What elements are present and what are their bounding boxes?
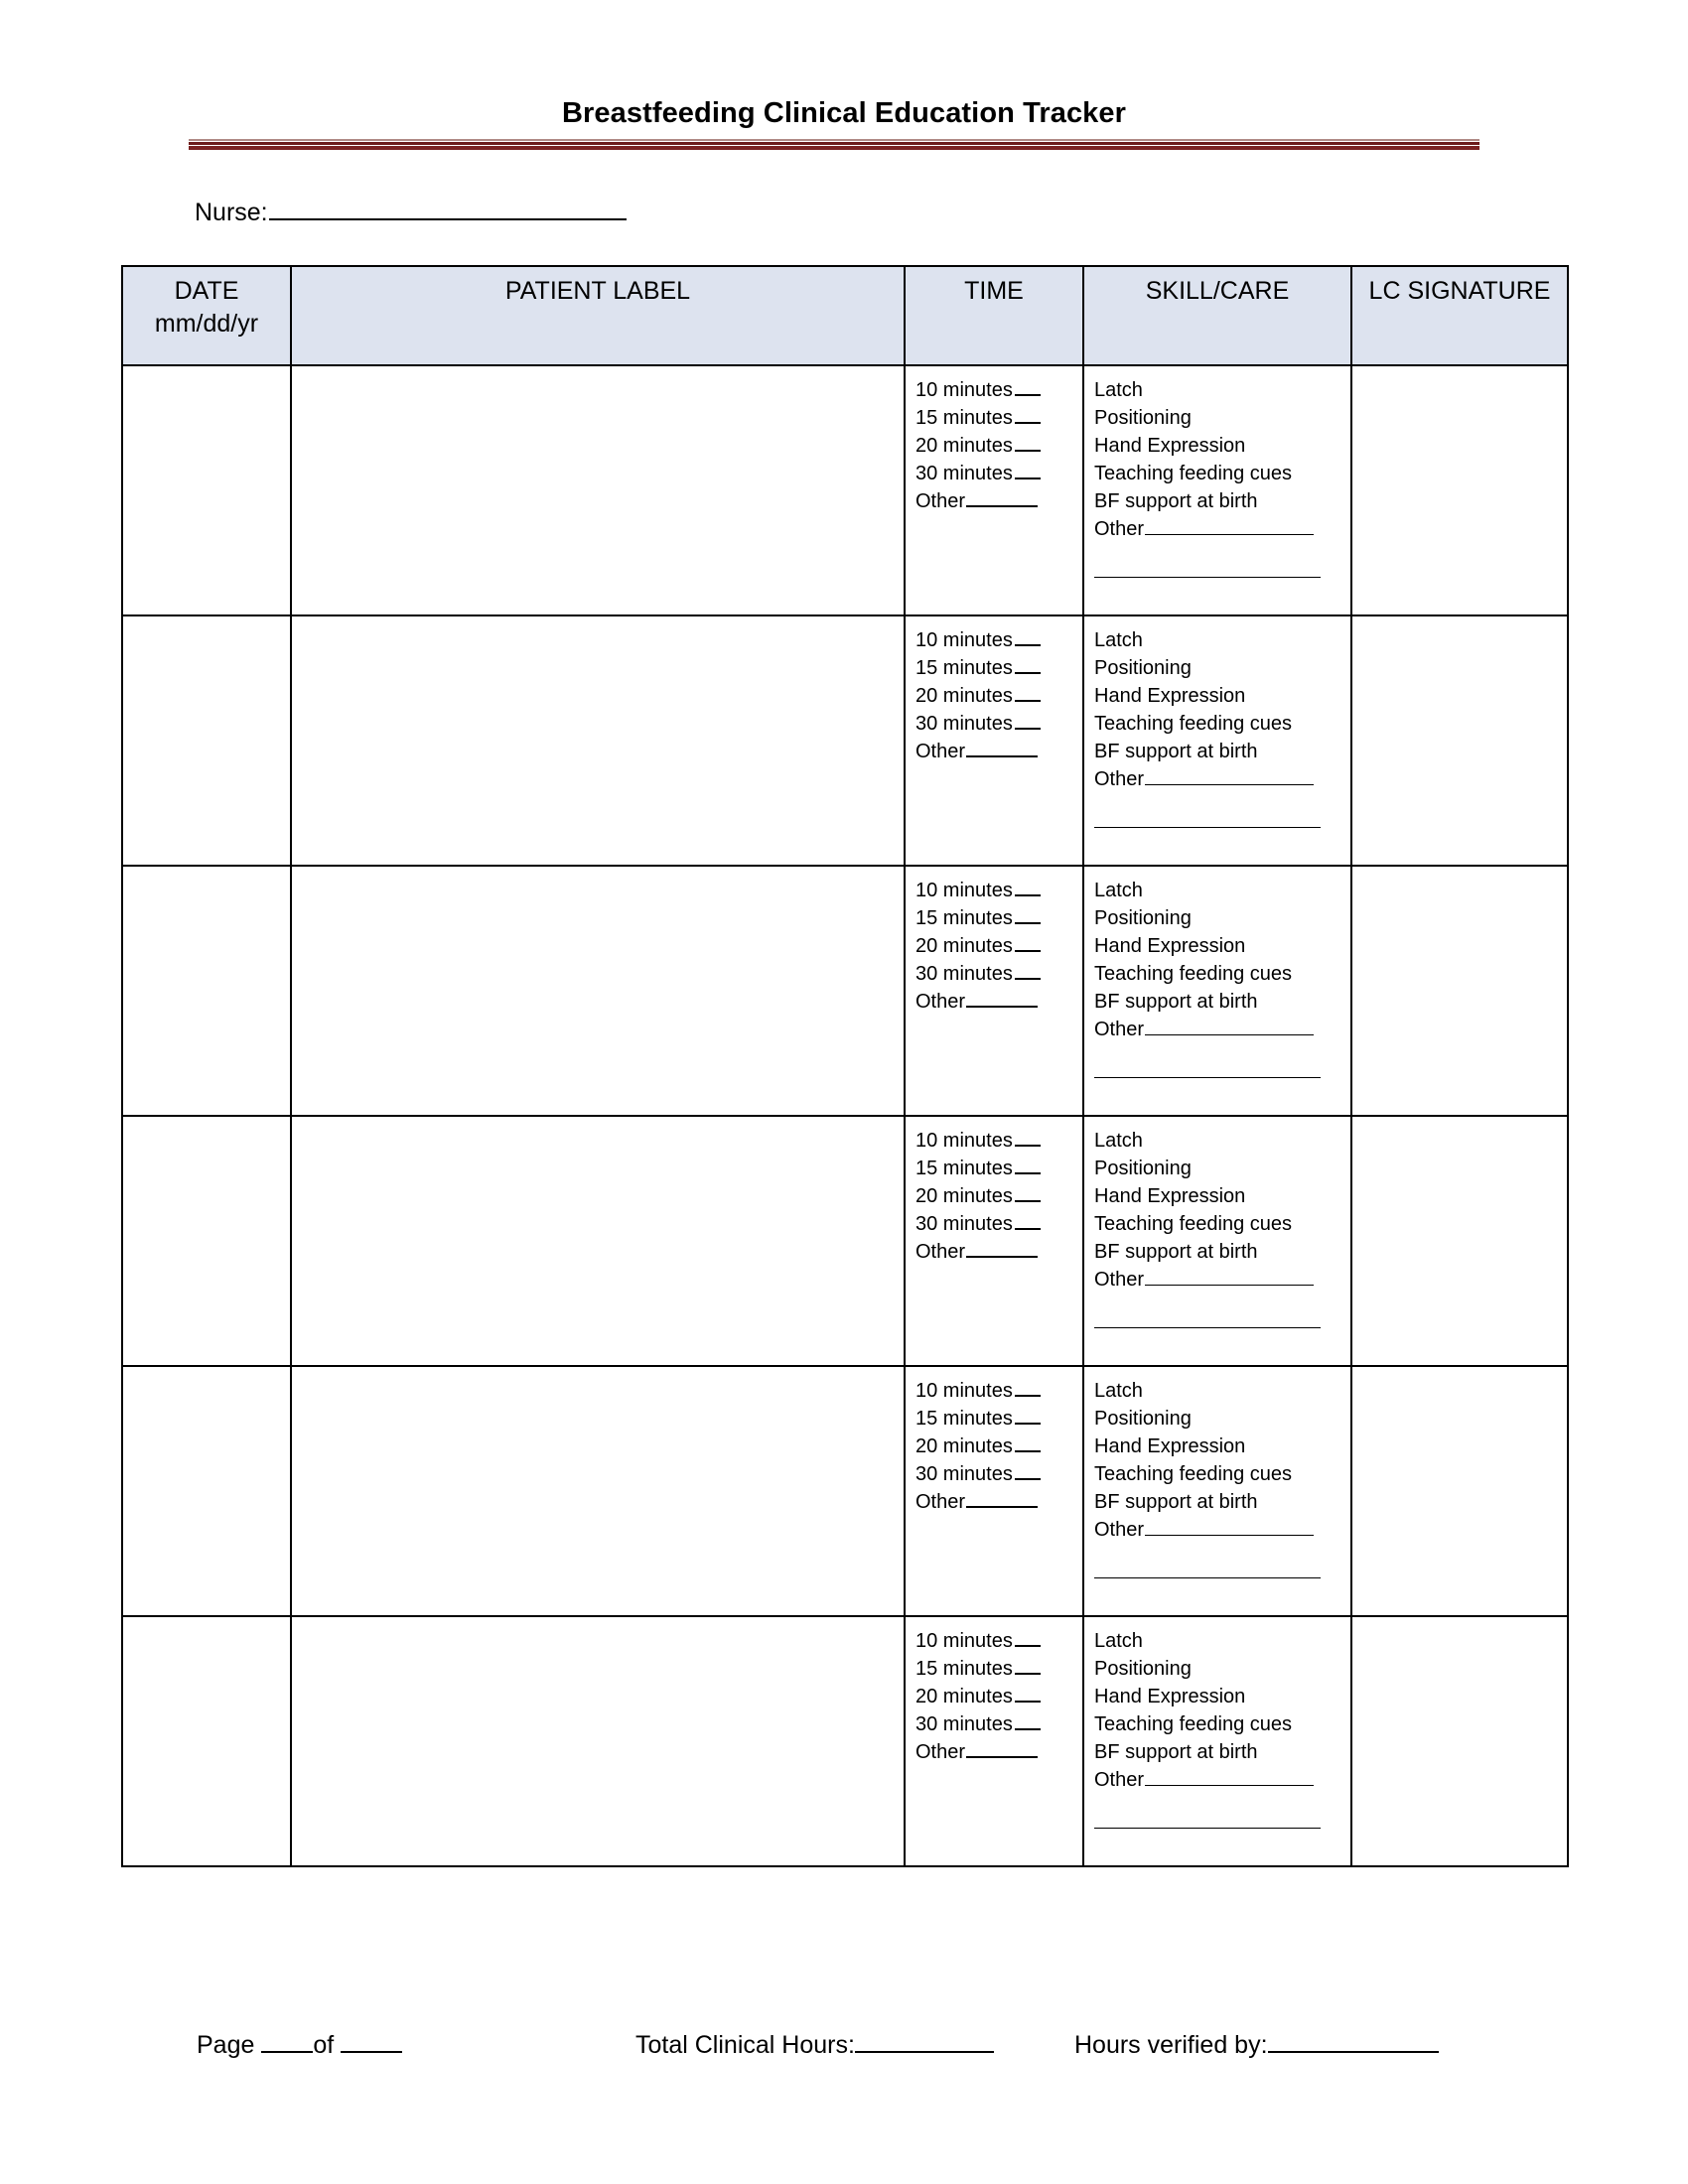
- skill-option[interactable]: [1094, 960, 1350, 988]
- skill-option-other-input[interactable]: [1145, 1772, 1314, 1786]
- skill-option-other-label: Other: [1094, 1769, 1145, 1791]
- time-option[interactable]: [915, 1433, 1082, 1460]
- time-option[interactable]: [915, 877, 1082, 904]
- time-option-label: 10 minutes: [915, 379, 1013, 401]
- skill-option-label: BF support at birth: [1094, 1241, 1258, 1263]
- time-option-checkbox-blank[interactable]: [1015, 1187, 1041, 1202]
- time-option-other-input[interactable]: [966, 1243, 1038, 1258]
- table-body: [122, 365, 1568, 1866]
- time-option-label: 15 minutes: [915, 1658, 1013, 1680]
- skill-option-label: BF support at birth: [1094, 991, 1258, 1013]
- skill-option-label: Teaching feeding cues: [1094, 1713, 1293, 1735]
- skill-option-label: Hand Expression: [1094, 1435, 1246, 1457]
- skill-option-other-input[interactable]: [1145, 521, 1314, 535]
- skill-option-label: Hand Expression: [1094, 685, 1246, 707]
- time-option[interactable]: [915, 1710, 1082, 1738]
- cell-date[interactable]: [122, 1616, 291, 1866]
- time-option[interactable]: [915, 960, 1082, 988]
- time-option-checkbox-blank[interactable]: [1015, 1382, 1041, 1397]
- time-option-label: 30 minutes: [915, 1463, 1013, 1485]
- skill-option[interactable]: [1094, 738, 1350, 765]
- time-option-checkbox-blank[interactable]: [1015, 1632, 1041, 1647]
- skill-option[interactable]: [1094, 626, 1350, 654]
- cell-patient-label[interactable]: [291, 365, 905, 615]
- time-option-checkbox-blank[interactable]: [1015, 1160, 1041, 1174]
- time-option[interactable]: [915, 432, 1082, 460]
- time-option[interactable]: [915, 1405, 1082, 1433]
- skill-option-extra-input[interactable]: [1094, 807, 1321, 828]
- cell-skill-care: [1083, 1616, 1351, 1866]
- skill-option-label: Hand Expression: [1094, 1185, 1246, 1207]
- cell-lc-signature[interactable]: [1351, 1616, 1568, 1866]
- time-option[interactable]: [915, 682, 1082, 710]
- column-header-patient-label: PATIENT LABEL: [291, 266, 905, 365]
- cell-time: [905, 615, 1083, 866]
- skill-option-label: Teaching feeding cues: [1094, 1213, 1293, 1235]
- time-option-label: 15 minutes: [915, 907, 1013, 929]
- cell-lc-signature-value: [1352, 1117, 1567, 1127]
- cell-patient-label[interactable]: [291, 615, 905, 866]
- cell-lc-signature[interactable]: [1351, 1116, 1568, 1366]
- skill-option[interactable]: [1094, 904, 1350, 932]
- skill-option[interactable]: [1094, 1738, 1350, 1766]
- nurse-field-row: [195, 197, 627, 227]
- time-option-other[interactable]: [915, 738, 1082, 765]
- cell-patient-label[interactable]: [291, 866, 905, 1116]
- cell-patient-label-value: [292, 1617, 904, 1627]
- skill-option[interactable]: [1094, 1182, 1350, 1210]
- time-option-checkbox-blank[interactable]: [1015, 381, 1041, 396]
- skill-option-other[interactable]: [1094, 515, 1350, 543]
- time-option-checkbox-blank[interactable]: [1015, 965, 1041, 980]
- table-row: [122, 1366, 1568, 1616]
- time-option-label: 30 minutes: [915, 713, 1013, 735]
- time-option-label: 15 minutes: [915, 1158, 1013, 1179]
- skill-option[interactable]: [1094, 654, 1350, 682]
- time-option-checkbox-blank[interactable]: [1015, 882, 1041, 896]
- table-header: [122, 266, 1568, 365]
- skill-option-other[interactable]: [1094, 1766, 1350, 1794]
- skill-option-other[interactable]: [1094, 1016, 1350, 1043]
- time-option-checkbox-blank[interactable]: [1015, 1410, 1041, 1425]
- skill-option-label: Teaching feeding cues: [1094, 963, 1293, 985]
- skill-option-label: Positioning: [1094, 657, 1192, 679]
- time-option-checkbox-blank[interactable]: [1015, 715, 1041, 730]
- time-option[interactable]: [915, 1627, 1082, 1655]
- time-option-label: 20 minutes: [915, 435, 1013, 457]
- skill-option-label: Latch: [1094, 1630, 1143, 1652]
- cell-date-value: [123, 366, 290, 376]
- skill-option[interactable]: [1094, 1710, 1350, 1738]
- column-header-lc-signature: LC SIGNATURE: [1351, 266, 1568, 365]
- table-row: [122, 1116, 1568, 1366]
- skill-option-other-input[interactable]: [1145, 771, 1314, 785]
- footer-page-field: [197, 2031, 402, 2060]
- column-header-skill-care: SKILL/CARE: [1083, 266, 1351, 365]
- time-option[interactable]: [915, 1182, 1082, 1210]
- column-header-time: TIME: [905, 266, 1083, 365]
- time-option-label: 15 minutes: [915, 407, 1013, 429]
- skill-option-label: Teaching feeding cues: [1094, 463, 1293, 484]
- clinical-education-tracker-table: [121, 265, 1569, 1867]
- time-option-other-label: Other: [915, 991, 966, 1013]
- cell-patient-label-value: [292, 366, 904, 376]
- cell-skill-care: [1083, 615, 1351, 866]
- skill-option-label: Teaching feeding cues: [1094, 713, 1293, 735]
- skill-option-other-label: Other: [1094, 1519, 1145, 1541]
- cell-lc-signature-value: [1352, 366, 1567, 376]
- cell-lc-signature-value: [1352, 1367, 1567, 1377]
- skill-option[interactable]: [1094, 710, 1350, 738]
- time-option-other-label: Other: [915, 1491, 966, 1513]
- skill-option-label: Latch: [1094, 1380, 1143, 1402]
- footer-hours-verified-input[interactable]: [1268, 2031, 1439, 2053]
- skill-option-label: BF support at birth: [1094, 1741, 1258, 1763]
- skill-option[interactable]: [1094, 1377, 1350, 1405]
- skill-option[interactable]: [1094, 932, 1350, 960]
- time-option[interactable]: [915, 626, 1082, 654]
- time-option-label: 10 minutes: [915, 1630, 1013, 1652]
- time-option-label: 20 minutes: [915, 935, 1013, 957]
- time-option-checkbox-blank[interactable]: [1015, 631, 1041, 646]
- skill-option-other-label: Other: [1094, 1269, 1145, 1291]
- footer-page-of-label: of: [313, 2031, 335, 2059]
- skill-option-other-input[interactable]: [1145, 1272, 1314, 1286]
- skill-option[interactable]: [1094, 1627, 1350, 1655]
- column-header-date: [122, 266, 291, 365]
- cell-date-value: [123, 1617, 290, 1627]
- cell-patient-label[interactable]: [291, 1616, 905, 1866]
- time-option-other-input[interactable]: [966, 1743, 1038, 1758]
- time-option-other[interactable]: [915, 1488, 1082, 1516]
- time-option-label: 30 minutes: [915, 1213, 1013, 1235]
- time-option[interactable]: [915, 654, 1082, 682]
- time-option-label: 20 minutes: [915, 685, 1013, 707]
- time-option-checkbox-blank[interactable]: [1015, 1688, 1041, 1703]
- time-option-checkbox-blank[interactable]: [1015, 1215, 1041, 1230]
- skill-option-label: Positioning: [1094, 907, 1192, 929]
- skill-option[interactable]: [1094, 1655, 1350, 1683]
- cell-date-value: [123, 1367, 290, 1377]
- cell-skill-care: [1083, 1116, 1351, 1366]
- skill-option[interactable]: [1094, 1238, 1350, 1266]
- cell-patient-label-value: [292, 867, 904, 877]
- cell-lc-signature-value: [1352, 867, 1567, 877]
- cell-date[interactable]: [122, 866, 291, 1116]
- table-header-row: [122, 266, 1568, 365]
- time-option-checkbox-blank[interactable]: [1015, 437, 1041, 452]
- time-option-checkbox-blank[interactable]: [1015, 1465, 1041, 1480]
- title-block: [0, 97, 1688, 130]
- cell-time: [905, 1366, 1083, 1616]
- skill-option-extra-input[interactable]: [1094, 1558, 1321, 1578]
- cell-patient-label-value: [292, 616, 904, 626]
- page-footer: [0, 2031, 1688, 2071]
- skill-option-label: Latch: [1094, 379, 1143, 401]
- time-option-label: 10 minutes: [915, 629, 1013, 651]
- cell-date-value: [123, 1117, 290, 1127]
- cell-patient-label[interactable]: [291, 1116, 905, 1366]
- time-option[interactable]: [915, 404, 1082, 432]
- time-option[interactable]: [915, 1155, 1082, 1182]
- skill-option-label: Teaching feeding cues: [1094, 1463, 1293, 1485]
- time-option-other-input[interactable]: [966, 743, 1038, 757]
- skill-option-label: Hand Expression: [1094, 1686, 1246, 1707]
- cell-time: [905, 866, 1083, 1116]
- cell-date-value: [123, 616, 290, 626]
- skill-option-label: BF support at birth: [1094, 741, 1258, 762]
- skill-option-extra-input[interactable]: [1094, 557, 1321, 578]
- footer-hours-verified-label: Hours verified by:: [1074, 2031, 1268, 2059]
- skill-option[interactable]: [1094, 1460, 1350, 1488]
- cell-lc-signature[interactable]: [1351, 1366, 1568, 1616]
- skill-option[interactable]: [1094, 404, 1350, 432]
- skill-option-extra-input[interactable]: [1094, 1307, 1321, 1328]
- time-option[interactable]: [915, 932, 1082, 960]
- skill-option-extra-input[interactable]: [1094, 1057, 1321, 1078]
- skill-option[interactable]: [1094, 460, 1350, 487]
- cell-lc-signature[interactable]: [1351, 615, 1568, 866]
- skill-option[interactable]: [1094, 877, 1350, 904]
- skill-option-other-label: Other: [1094, 768, 1145, 790]
- cell-skill-care: [1083, 365, 1351, 615]
- skill-option[interactable]: [1094, 1683, 1350, 1710]
- skill-option-label: BF support at birth: [1094, 1491, 1258, 1513]
- cell-lc-signature[interactable]: [1351, 365, 1568, 615]
- footer-total-hours-field: [635, 2031, 994, 2060]
- cell-date-value: [123, 867, 290, 877]
- time-option[interactable]: [915, 1377, 1082, 1405]
- footer-page-total-input[interactable]: [341, 2031, 402, 2053]
- table-row: [122, 866, 1568, 1116]
- time-option-label: 20 minutes: [915, 1185, 1013, 1207]
- skill-option-other[interactable]: [1094, 1516, 1350, 1544]
- time-option-label: 15 minutes: [915, 657, 1013, 679]
- time-option-label: 30 minutes: [915, 463, 1013, 484]
- cell-time: [905, 365, 1083, 615]
- time-option[interactable]: [915, 710, 1082, 738]
- time-option-other-input[interactable]: [966, 993, 1038, 1008]
- cell-date[interactable]: [122, 1366, 291, 1616]
- cell-date[interactable]: [122, 365, 291, 615]
- cell-time: [905, 1616, 1083, 1866]
- skill-option-label: Positioning: [1094, 407, 1192, 429]
- footer-total-hours-label: Total Clinical Hours:: [635, 2031, 855, 2059]
- time-option-label: 10 minutes: [915, 1380, 1013, 1402]
- skill-option-other[interactable]: [1094, 765, 1350, 793]
- column-header-date-label: DATE: [174, 277, 239, 305]
- rule-bottom-line: [189, 146, 1479, 150]
- time-option[interactable]: [915, 1210, 1082, 1238]
- time-option-checkbox-blank[interactable]: [1015, 465, 1041, 479]
- skill-option[interactable]: [1094, 1155, 1350, 1182]
- time-option-other-input[interactable]: [966, 492, 1038, 507]
- time-option[interactable]: [915, 1683, 1082, 1710]
- table-row: [122, 365, 1568, 615]
- time-option-checkbox-blank[interactable]: [1015, 1132, 1041, 1147]
- footer-page-label: Page: [197, 2031, 255, 2059]
- time-option-other-label: Other: [915, 490, 966, 512]
- time-option-other-label: Other: [915, 741, 966, 762]
- footer-page-number-input[interactable]: [261, 2031, 313, 2053]
- skill-option[interactable]: [1094, 1127, 1350, 1155]
- skill-option-other-input[interactable]: [1145, 1522, 1314, 1536]
- skill-option-other[interactable]: [1094, 1266, 1350, 1294]
- time-option-other-label: Other: [915, 1741, 966, 1763]
- skill-option-label: Positioning: [1094, 1408, 1192, 1430]
- time-option[interactable]: [915, 1127, 1082, 1155]
- time-option-label: 30 minutes: [915, 963, 1013, 985]
- time-option-checkbox-blank[interactable]: [1015, 687, 1041, 702]
- time-option[interactable]: [915, 1655, 1082, 1683]
- time-option-other[interactable]: [915, 1238, 1082, 1266]
- skill-option-other-label: Other: [1094, 518, 1145, 540]
- skill-option[interactable]: [1094, 682, 1350, 710]
- time-option-label: 30 minutes: [915, 1713, 1013, 1735]
- skill-option[interactable]: [1094, 1210, 1350, 1238]
- skill-option-extra-input[interactable]: [1094, 1808, 1321, 1829]
- skill-option-label: Hand Expression: [1094, 935, 1246, 957]
- time-option-checkbox-blank[interactable]: [1015, 659, 1041, 674]
- skill-option[interactable]: [1094, 1433, 1350, 1460]
- cell-patient-label[interactable]: [291, 1366, 905, 1616]
- cell-time: [905, 1116, 1083, 1366]
- footer-total-hours-input[interactable]: [855, 2031, 994, 2053]
- skill-option[interactable]: [1094, 1488, 1350, 1516]
- time-option[interactable]: [915, 1460, 1082, 1488]
- cell-lc-signature-value: [1352, 1617, 1567, 1627]
- skill-option-label: BF support at birth: [1094, 490, 1258, 512]
- nurse-input[interactable]: [269, 197, 627, 220]
- cell-patient-label-value: [292, 1367, 904, 1377]
- table-row: [122, 615, 1568, 866]
- skill-option[interactable]: [1094, 376, 1350, 404]
- skill-option[interactable]: [1094, 432, 1350, 460]
- time-option-label: 20 minutes: [915, 1435, 1013, 1457]
- time-option-checkbox-blank[interactable]: [1015, 937, 1041, 952]
- time-option[interactable]: [915, 904, 1082, 932]
- cell-lc-signature-value: [1352, 616, 1567, 626]
- skill-option[interactable]: [1094, 1405, 1350, 1433]
- skill-option-label: Positioning: [1094, 1658, 1192, 1680]
- time-option-label: 10 minutes: [915, 880, 1013, 901]
- cell-lc-signature[interactable]: [1351, 866, 1568, 1116]
- skill-option[interactable]: [1094, 988, 1350, 1016]
- skill-option-other-input[interactable]: [1145, 1022, 1314, 1035]
- time-option-other-input[interactable]: [966, 1493, 1038, 1508]
- time-option-checkbox-blank[interactable]: [1015, 1437, 1041, 1452]
- time-option-other[interactable]: [915, 988, 1082, 1016]
- cell-date[interactable]: [122, 1116, 291, 1366]
- nurse-field-label: Nurse:: [195, 199, 268, 226]
- column-header-date-format: mm/dd/yr: [154, 310, 259, 338]
- time-option[interactable]: [915, 460, 1082, 487]
- skill-option-label: Latch: [1094, 880, 1143, 901]
- time-option-checkbox-blank[interactable]: [1015, 409, 1041, 424]
- skill-option-label: Latch: [1094, 629, 1143, 651]
- skill-option-label: Positioning: [1094, 1158, 1192, 1179]
- time-option-label: 10 minutes: [915, 1130, 1013, 1152]
- time-option-label: 20 minutes: [915, 1686, 1013, 1707]
- skill-option-other-label: Other: [1094, 1019, 1145, 1040]
- time-option-checkbox-blank[interactable]: [1015, 1660, 1041, 1675]
- cell-patient-label-value: [292, 1117, 904, 1127]
- cell-skill-care: [1083, 866, 1351, 1116]
- time-option-other[interactable]: [915, 1738, 1082, 1766]
- time-option-other-label: Other: [915, 1241, 966, 1263]
- time-option[interactable]: [915, 376, 1082, 404]
- time-option-label: 15 minutes: [915, 1408, 1013, 1430]
- time-option-checkbox-blank[interactable]: [1015, 1715, 1041, 1730]
- time-option-checkbox-blank[interactable]: [1015, 909, 1041, 924]
- title-divider-rule: [189, 139, 1479, 151]
- skill-option[interactable]: [1094, 487, 1350, 515]
- footer-hours-verified-field: [1074, 2031, 1439, 2060]
- skill-option-label: Latch: [1094, 1130, 1143, 1152]
- cell-skill-care: [1083, 1366, 1351, 1616]
- skill-option-label: Hand Expression: [1094, 435, 1246, 457]
- cell-date[interactable]: [122, 615, 291, 866]
- time-option-other[interactable]: [915, 487, 1082, 515]
- page-title: Breastfeeding Clinical Education Tracker: [561, 97, 1127, 129]
- table-row: [122, 1616, 1568, 1866]
